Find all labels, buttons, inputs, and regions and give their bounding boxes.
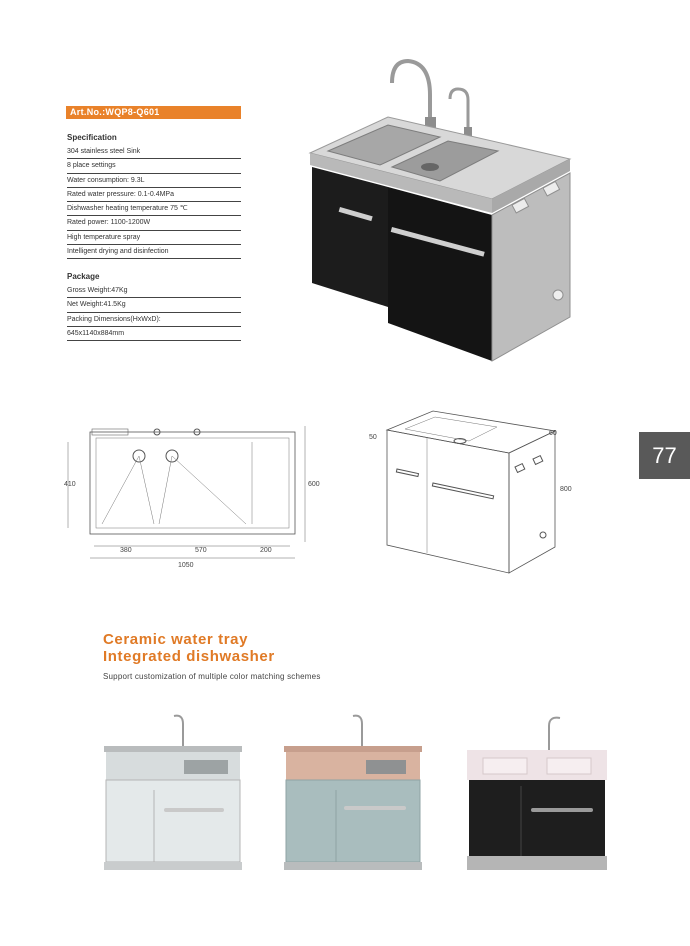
variant-pink-mint-image bbox=[284, 712, 422, 870]
specification-list bbox=[67, 145, 241, 259]
package-item: 645x1140x884mm bbox=[67, 327, 241, 341]
tagline: Support customization of multiple color matching schemes bbox=[103, 672, 321, 681]
package-item: Net Weight:41.5Kg bbox=[67, 298, 241, 312]
top-view-drawing bbox=[62, 420, 332, 575]
dim-50: 50 bbox=[369, 434, 377, 441]
dim-570: 570 bbox=[195, 547, 207, 554]
variant-white-image bbox=[104, 712, 242, 870]
package-item: Packing Dimensions(HxWxD): bbox=[67, 313, 241, 327]
spec-item: 304 stainless steel Sink bbox=[67, 145, 241, 159]
variant-black-image bbox=[467, 712, 607, 870]
package-list bbox=[67, 284, 241, 341]
dim-200: 200 bbox=[260, 547, 272, 554]
specification-title: Specification bbox=[67, 133, 117, 142]
spec-item: Rated water pressure: 0.1-0.4MPa bbox=[67, 188, 241, 202]
dim-380: 380 bbox=[120, 547, 132, 554]
spec-item: Rated power: 1100-1200W bbox=[67, 216, 241, 230]
headline-line-2: Integrated dishwasher bbox=[103, 648, 275, 665]
dim-410: 410 bbox=[64, 481, 76, 488]
package-item: Gross Weight:47Kg bbox=[67, 284, 241, 298]
dim-600: 600 bbox=[308, 481, 320, 488]
dim-60: 60 bbox=[549, 430, 557, 437]
headline-line-1: Ceramic water tray bbox=[103, 631, 249, 648]
spec-item: High temperature spray bbox=[67, 231, 241, 245]
spec-item: Intelligent drying and disinfection bbox=[67, 245, 241, 259]
dim-800: 800 bbox=[560, 486, 572, 493]
page-number-tab: 77 bbox=[639, 432, 690, 479]
dim-1050: 1050 bbox=[178, 562, 194, 569]
main-product-image bbox=[300, 55, 575, 365]
isometric-drawing bbox=[365, 405, 580, 580]
article-number-bar: Art.No.:WQP8-Q601 bbox=[66, 106, 241, 119]
spec-item: Dishwasher heating temperature 75 ℃ bbox=[67, 202, 241, 216]
package-title: Package bbox=[67, 272, 100, 281]
spec-item: Water consumption: 9.3L bbox=[67, 174, 241, 188]
spec-item: 8 place settings bbox=[67, 159, 241, 173]
